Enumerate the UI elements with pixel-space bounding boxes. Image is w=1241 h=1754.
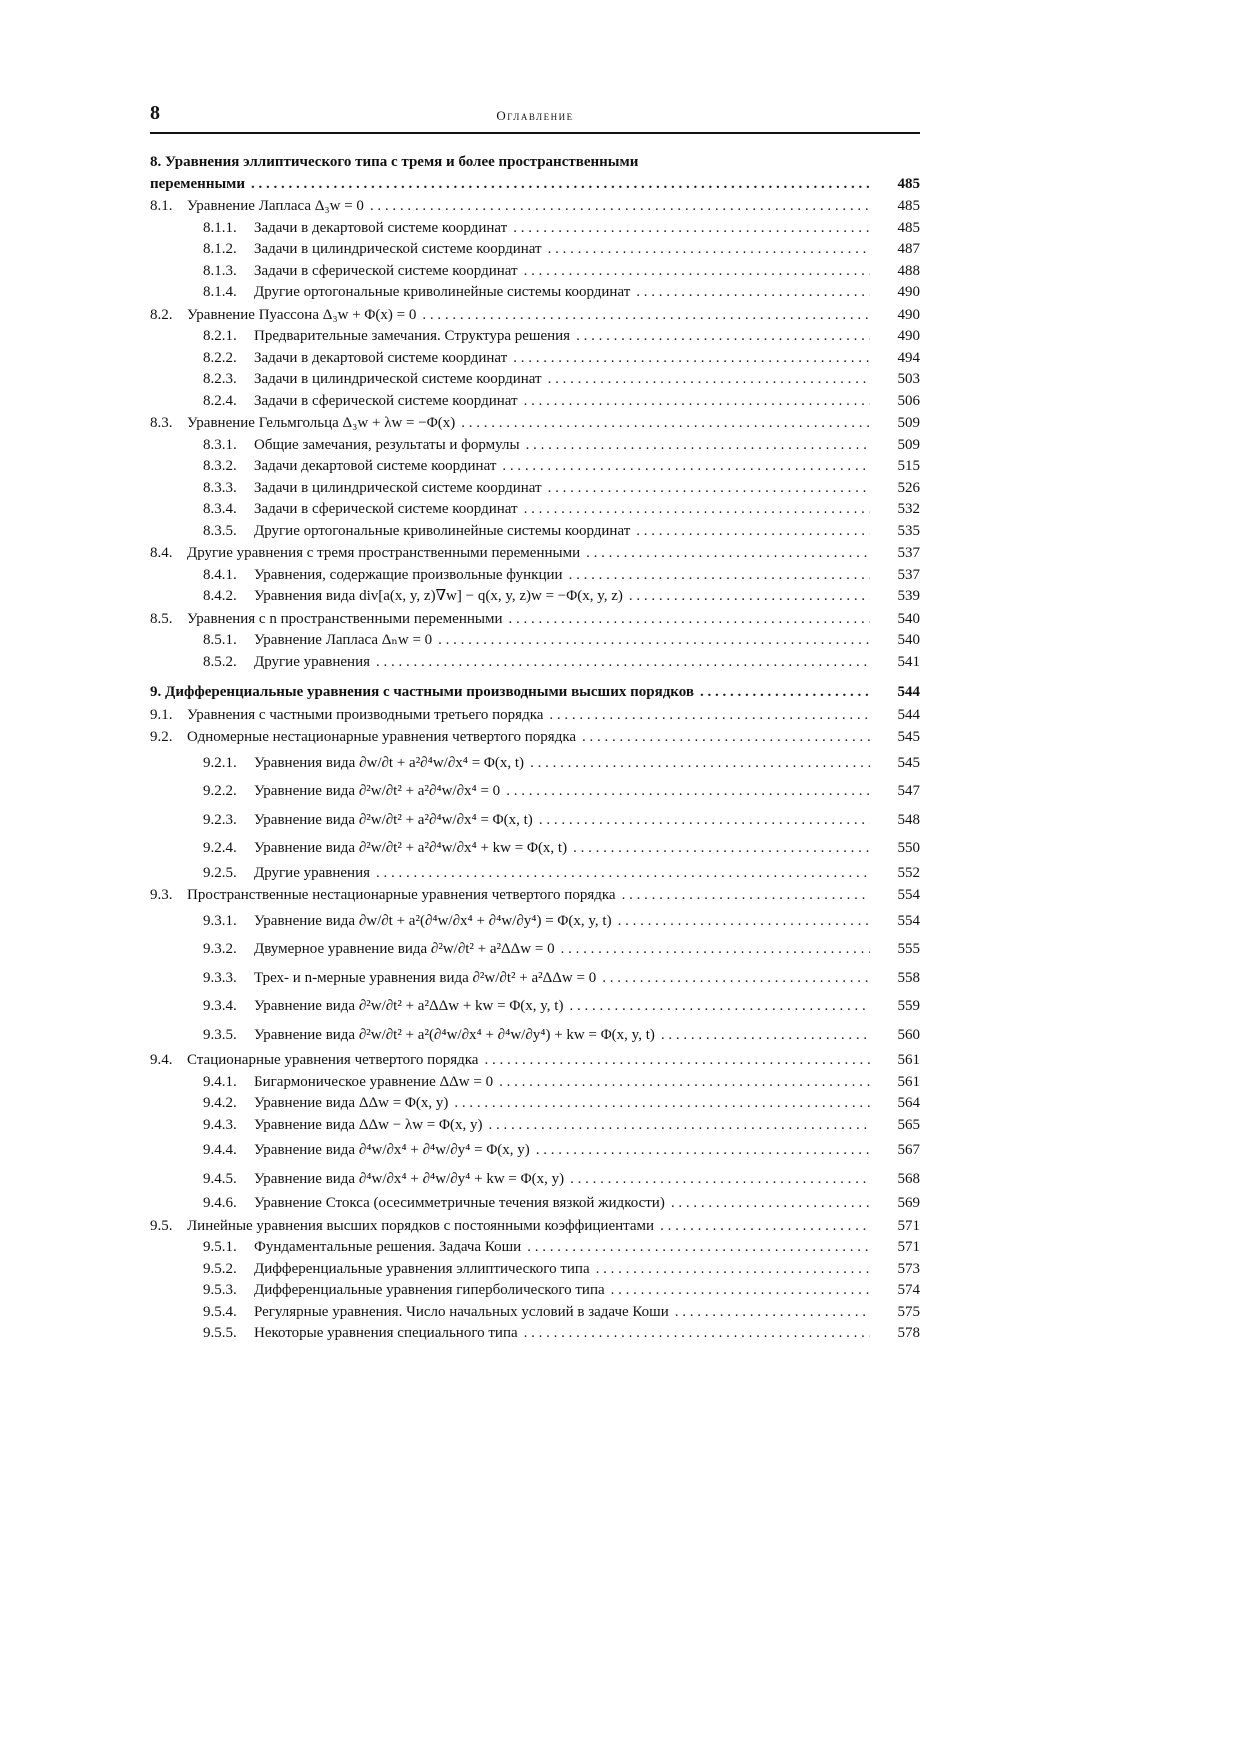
entry-number: 9.5. xyxy=(150,1217,173,1234)
entry-number: 9.1. xyxy=(150,706,173,723)
entry-page: 571 xyxy=(897,1217,920,1234)
dot-leader xyxy=(636,521,870,543)
dot-leader xyxy=(536,1136,870,1165)
entry-title: Задачи в цилиндрической системе координат xyxy=(254,371,542,387)
entry-number: 9.2.3. xyxy=(203,811,237,828)
entry-title: Пространственные нестационарные уравнения четвертого порядка xyxy=(187,887,616,903)
dot-leader xyxy=(524,1323,870,1345)
toc-subsection-entry[interactable] xyxy=(150,652,920,674)
entry-page: 578 xyxy=(897,1325,920,1341)
entry-page: 506 xyxy=(897,392,920,409)
chapter-8-title-line1: 8. Уравнения эллиптического типа с тремя и более пространственными xyxy=(150,154,639,170)
dot-leader xyxy=(539,806,870,835)
entry-page: 550 xyxy=(897,840,920,856)
toc-section-entry[interactable] xyxy=(150,609,920,631)
entry-number: 9.3. xyxy=(150,887,173,903)
dot-leader xyxy=(513,348,870,370)
entry-page: 559 xyxy=(897,998,920,1014)
entry-number: 9.4.1. xyxy=(203,1073,237,1090)
toc-section-entry[interactable] xyxy=(150,413,920,435)
entry-page: 490 xyxy=(897,306,920,323)
entry-number: 9.3.1. xyxy=(203,912,237,929)
dot-leader xyxy=(611,1280,870,1302)
chapter-9-entry[interactable] xyxy=(150,682,920,704)
entry-number: 8.1.2. xyxy=(203,241,237,257)
dot-leader xyxy=(548,239,870,261)
dot-leader xyxy=(602,964,870,993)
entry-number: 8.1.1. xyxy=(203,219,237,236)
dot-leader xyxy=(461,413,870,435)
entry-number: 9.4. xyxy=(150,1052,173,1068)
dot-leader xyxy=(524,261,870,283)
toc-subsection-entry[interactable] xyxy=(150,1193,920,1215)
dot-leader xyxy=(660,1216,870,1238)
dot-leader xyxy=(629,586,870,608)
entry-page: 548 xyxy=(897,811,920,828)
toc-section-entry[interactable] xyxy=(150,1216,920,1238)
dot-leader xyxy=(570,1165,870,1194)
entry-title: Уравнение вида ∂²w/∂t² + a²ΔΔw + kw = Φ(x, y, t) xyxy=(254,998,564,1014)
entry-title: Задачи в сферической системе координат xyxy=(254,501,518,517)
chapter-9-title: 9. Дифференциальные уравнения с частными производными высших порядков xyxy=(150,684,694,700)
entry-page: 526 xyxy=(897,479,920,496)
entry-number: 8.4.2. xyxy=(203,588,237,604)
entry-page: 539 xyxy=(897,588,920,604)
dot-leader xyxy=(569,992,870,1021)
toc-subsection-entry[interactable] xyxy=(150,1323,920,1345)
dot-leader xyxy=(499,1072,870,1094)
toc-subsection-entry[interactable] xyxy=(150,630,920,652)
entry-page: 487 xyxy=(897,241,920,257)
entry-page: 515 xyxy=(897,458,920,474)
entry-page: 535 xyxy=(897,522,920,539)
entry-title: Уравнения, содержащие произвольные функции xyxy=(254,566,563,583)
entry-page: 490 xyxy=(897,284,920,300)
entry-title: Задачи в сферической системе координат xyxy=(254,262,518,279)
entry-title: Уравнение вида ∂⁴w/∂x⁴ + ∂⁴w/∂y⁴ = Φ(x, y) xyxy=(254,1142,530,1158)
entry-page: 554 xyxy=(897,887,920,903)
toc-subsection-entry[interactable] xyxy=(150,261,920,283)
entry-title: Другие уравнения с тремя пространственными переменными xyxy=(187,545,581,561)
entry-title: Стационарные уравнения четвертого порядка xyxy=(187,1052,479,1068)
entry-title: Задачи в сферической системе координат xyxy=(254,392,518,409)
dot-leader xyxy=(582,727,870,749)
toc-section-entry[interactable] xyxy=(150,305,920,327)
entry-title: Дифференциальные уравнения гиперболического типа xyxy=(254,1282,605,1298)
entry-number: 8.1.4. xyxy=(203,284,237,300)
entry-title: Трех- и n-мерные уравнения вида ∂²w/∂t² + a²ΔΔw = 0 xyxy=(254,969,597,986)
entry-number: 9.5.3. xyxy=(203,1282,237,1298)
toc-subsection-entry[interactable] xyxy=(150,478,920,500)
entry-title: Уравнение вида ∂²w/∂t² + a²∂⁴w/∂x⁴ + kw = Φ(x, t) xyxy=(254,840,568,856)
entry-page: 541 xyxy=(897,653,920,670)
entry-title: Другие уравнения xyxy=(254,864,371,881)
entry-title: Регулярные уравнения. Число начальных условий в задаче Коши xyxy=(254,1303,669,1320)
chapter-8-title-line2: переменными xyxy=(150,175,246,192)
dot-leader xyxy=(561,935,870,964)
entry-title: Задачи декартовой системе координат xyxy=(254,458,497,474)
entry-page: 560 xyxy=(897,1026,920,1043)
entry-number: 8.4.1. xyxy=(203,566,237,583)
entry-page: 552 xyxy=(897,864,920,881)
entry-number: 8.3.2. xyxy=(203,458,237,474)
toc-subsection-entry[interactable] xyxy=(150,806,920,835)
toc-subsection-entry[interactable] xyxy=(150,586,920,608)
entry-number: 9.3.3. xyxy=(203,969,237,986)
toc-subsection-entry[interactable] xyxy=(150,992,920,1021)
dot-leader xyxy=(700,682,870,704)
toc-section-entry[interactable] xyxy=(150,196,920,218)
dot-leader xyxy=(454,1093,870,1115)
entry-title: Некоторые уравнения специального типа xyxy=(254,1325,518,1341)
entry-page: 545 xyxy=(897,729,920,745)
entry-number: 9.4.2. xyxy=(203,1095,237,1111)
table-of-contents xyxy=(150,152,920,1345)
toc-subsection-entry[interactable] xyxy=(150,435,920,457)
entry-title: Уравнение вида ∂w/∂t + a²(∂⁴w/∂x⁴ + ∂⁴w/∂y⁴) = Φ(x, y, t) xyxy=(254,912,612,929)
entry-title: Уравнение вида ∂⁴w/∂x⁴ + ∂⁴w/∂y⁴ + kw = Φ(x, y) xyxy=(254,1170,565,1187)
entry-page: 537 xyxy=(897,566,920,583)
dot-leader xyxy=(618,907,870,936)
entry-page: 561 xyxy=(897,1073,920,1090)
entry-title: Дифференциальные уравнения эллиптического типа xyxy=(254,1260,590,1277)
toc-subsection-entry[interactable] xyxy=(150,777,920,806)
entry-number: 9.5.5. xyxy=(203,1325,237,1341)
entry-page: 575 xyxy=(897,1303,920,1320)
entry-number: 9.4.5. xyxy=(203,1170,237,1187)
dot-leader xyxy=(376,863,870,885)
dot-leader xyxy=(422,305,870,327)
entry-title: Задачи в цилиндрической системе координат xyxy=(254,241,542,257)
entry-page: 547 xyxy=(897,783,920,799)
entry-number: 8.4. xyxy=(150,545,173,561)
entry-number: 9.4.3. xyxy=(203,1116,237,1133)
entry-page: 537 xyxy=(897,545,920,561)
toc-subsection-entry[interactable] xyxy=(150,863,920,885)
entry-page: 571 xyxy=(897,1239,920,1255)
entry-title: Уравнение вида ΔΔw = Φ(x, y) xyxy=(254,1095,449,1111)
dot-leader xyxy=(524,499,870,521)
entry-title: Уравнение Лапласа Δ₃w = 0 xyxy=(187,198,364,214)
entry-number: 8.2.3. xyxy=(203,371,237,387)
entry-page: 573 xyxy=(897,1260,920,1277)
header-rule xyxy=(150,132,920,134)
entry-title: Двумерное уравнение вида ∂²w/∂t² + a²ΔΔw = 0 xyxy=(254,941,555,957)
entry-title: Уравнение Гельмгольца Δ₃w + λw = −Φ(x) xyxy=(187,415,456,431)
entry-page: 544 xyxy=(897,706,920,723)
entry-number: 8.1.3. xyxy=(203,262,237,279)
entry-title: Бигармоническое уравнение ΔΔw = 0 xyxy=(254,1073,494,1090)
dot-leader xyxy=(661,1021,870,1050)
chapter-9-entries xyxy=(150,705,920,1345)
toc-subsection-entry[interactable] xyxy=(150,282,920,304)
toc-subsection-entry[interactable] xyxy=(150,907,920,936)
entry-number: 8.3.1. xyxy=(203,436,237,453)
entry-page: 485 xyxy=(897,219,920,236)
dot-leader xyxy=(573,834,870,863)
dot-leader xyxy=(548,369,870,391)
entry-page: 561 xyxy=(897,1052,920,1068)
dot-leader xyxy=(596,1259,870,1281)
toc-subsection-entry[interactable] xyxy=(150,239,920,261)
toc-subsection-entry[interactable] xyxy=(150,1136,920,1165)
toc-subsection-entry[interactable] xyxy=(150,964,920,993)
toc-subsection-entry[interactable] xyxy=(150,1280,920,1302)
toc-subsection-entry[interactable] xyxy=(150,326,920,348)
dot-leader xyxy=(438,630,870,652)
toc-subsection-entry[interactable] xyxy=(150,1115,920,1137)
entry-page: 565 xyxy=(897,1116,920,1133)
dot-leader xyxy=(636,282,870,304)
entry-page: 488 xyxy=(897,262,920,279)
toc-subsection-entry[interactable] xyxy=(150,456,920,478)
entry-number: 9.2.1. xyxy=(203,754,237,771)
dot-leader xyxy=(526,435,870,457)
entry-number: 9.5.2. xyxy=(203,1260,237,1277)
entry-page: 485 xyxy=(897,198,920,214)
dot-leader xyxy=(376,652,870,674)
dot-leader xyxy=(484,1050,870,1072)
dot-leader xyxy=(569,565,870,587)
page-number: 8 xyxy=(150,102,160,124)
entry-number: 8.1. xyxy=(150,198,173,214)
running-title: Оглавление xyxy=(496,108,574,123)
entry-number: 9.5.4. xyxy=(203,1303,237,1320)
entry-number: 9.4.6. xyxy=(203,1195,237,1211)
entry-page: 558 xyxy=(897,969,920,986)
dot-leader xyxy=(513,218,870,240)
entry-number: 8.2.1. xyxy=(203,328,237,344)
entry-number: 9.3.5. xyxy=(203,1026,237,1043)
entry-page: 569 xyxy=(897,1195,920,1211)
entry-page: 532 xyxy=(897,501,920,517)
entry-number: 8.2.2. xyxy=(203,349,237,366)
toc-subsection-entry[interactable] xyxy=(150,935,920,964)
chapter-8-entries xyxy=(150,196,920,673)
entry-title: Линейные уравнения высших порядков с постоянными коэффициентами xyxy=(187,1217,655,1234)
entry-number: 8.3. xyxy=(150,415,173,431)
entry-number: 9.5.1. xyxy=(203,1239,237,1255)
toc-section-entry[interactable] xyxy=(150,727,920,749)
toc-subsection-entry[interactable] xyxy=(150,834,920,863)
entry-title: Уравнения вида div[a(x, y, z)∇w] − q(x, y, z)w = −Φ(x, y, z) xyxy=(254,588,623,604)
entry-page: 490 xyxy=(897,328,920,344)
entry-title: Одномерные нестационарные уравнения четвертого порядка xyxy=(187,729,577,745)
entry-page: 574 xyxy=(897,1282,920,1298)
entry-page: 555 xyxy=(897,941,920,957)
entry-page: 503 xyxy=(897,371,920,387)
entry-title: Уравнение вида ΔΔw − λw = Φ(x, y) xyxy=(254,1116,483,1133)
entry-title: Уравнение вида ∂²w/∂t² + a²∂⁴w/∂x⁴ = 0 xyxy=(254,783,501,799)
entry-page: 554 xyxy=(897,912,920,929)
entry-title: Уравнение Стокса (осесимметричные течения вязкой жидкости) xyxy=(254,1195,665,1211)
entry-page: 567 xyxy=(897,1142,920,1158)
dot-leader xyxy=(675,1302,870,1324)
entry-title: Задачи в декартовой системе координат xyxy=(254,349,508,366)
entry-number: 8.3.5. xyxy=(203,522,237,539)
entry-number: 9.3.4. xyxy=(203,998,237,1014)
toc-subsection-entry[interactable] xyxy=(150,348,920,370)
dot-leader xyxy=(370,196,870,218)
toc-section-entry[interactable] xyxy=(150,1050,920,1072)
dot-leader xyxy=(488,1115,870,1137)
entry-page: 494 xyxy=(897,349,920,366)
entry-number: 8.3.4. xyxy=(203,501,237,517)
entry-title: Другие уравнения xyxy=(254,653,371,670)
entry-title: Задачи в декартовой системе координат xyxy=(254,219,508,236)
entry-number: 9.3.2. xyxy=(203,941,237,957)
entry-number: 8.3.3. xyxy=(203,479,237,496)
toc-subsection-entry[interactable] xyxy=(150,1072,920,1094)
entry-title: Уравнение вида ∂²w/∂t² + a²(∂⁴w/∂x⁴ + ∂⁴w/∂y⁴) + kw = Φ(x, y, t) xyxy=(254,1026,655,1043)
entry-page: 564 xyxy=(897,1095,920,1111)
dot-leader xyxy=(622,885,870,907)
toc-subsection-entry[interactable] xyxy=(150,369,920,391)
dot-leader xyxy=(530,749,870,778)
toc-subsection-entry[interactable] xyxy=(150,499,920,521)
entry-number: 8.5.1. xyxy=(203,632,237,648)
entry-title: Другие ортогональные криволинейные системы координат xyxy=(254,284,631,300)
toc-section-entry[interactable] xyxy=(150,885,920,907)
entry-title: Уравнение Пуассона Δ₃w + Φ(x) = 0 xyxy=(187,306,417,323)
toc-subsection-entry[interactable] xyxy=(150,749,920,778)
entry-title: Уравнение Лапласа Δₙw = 0 xyxy=(254,632,433,648)
chapter-9-page: 544 xyxy=(897,684,920,700)
entry-page: 509 xyxy=(897,436,920,453)
toc-subsection-entry[interactable] xyxy=(150,1237,920,1259)
entry-number: 8.2. xyxy=(150,306,173,323)
entry-page: 545 xyxy=(897,754,920,771)
chapter-8-entry[interactable] xyxy=(150,174,920,196)
toc-subsection-entry[interactable] xyxy=(150,565,920,587)
toc-section-entry[interactable] xyxy=(150,543,920,565)
entry-number: 9.2.5. xyxy=(203,864,237,881)
dot-leader xyxy=(527,1237,870,1259)
entry-title: Уравнения вида ∂w/∂t + a²∂⁴w/∂x⁴ = Φ(x, t) xyxy=(254,754,525,771)
dot-leader xyxy=(502,456,870,478)
page-header xyxy=(150,100,920,132)
entry-title: Другие ортогональные криволинейные системы координат xyxy=(254,522,631,539)
entry-title: Уравнения с частными производными третьего порядка xyxy=(187,706,544,723)
entry-page: 540 xyxy=(897,610,920,627)
toc-subsection-entry[interactable] xyxy=(150,521,920,543)
entry-page: 568 xyxy=(897,1170,920,1187)
entry-title: Задачи в цилиндрической системе координат xyxy=(254,479,542,496)
toc-subsection-entry[interactable] xyxy=(150,1302,920,1324)
dot-leader xyxy=(548,478,870,500)
toc-subsection-entry[interactable] xyxy=(150,1259,920,1281)
entry-number: 9.2. xyxy=(150,729,173,745)
entry-number: 9.4.4. xyxy=(203,1142,237,1158)
toc-subsection-entry[interactable] xyxy=(150,218,920,240)
entry-title: Фундаментальные решения. Задача Коши xyxy=(254,1239,522,1255)
entry-page: 509 xyxy=(897,415,920,431)
dot-leader xyxy=(586,543,870,565)
chapter-8-page: 485 xyxy=(897,175,920,192)
dot-leader xyxy=(576,326,870,348)
dot-leader xyxy=(506,777,870,806)
entry-title: Уравнение вида ∂²w/∂t² + a²∂⁴w/∂x⁴ = Φ(x, t) xyxy=(254,811,533,828)
entry-page: 540 xyxy=(897,632,920,648)
dot-leader xyxy=(251,174,870,196)
entry-title: Уравнения с n пространственными переменными xyxy=(187,610,503,627)
entry-title: Предварительные замечания. Структура решения xyxy=(254,328,571,344)
entry-number: 8.5.2. xyxy=(203,653,237,670)
toc-subsection-entry[interactable] xyxy=(150,391,920,413)
entry-number: 9.2.2. xyxy=(203,783,237,799)
toc-subsection-entry[interactable] xyxy=(150,1021,920,1050)
dot-leader xyxy=(524,391,870,413)
entry-number: 9.2.4. xyxy=(203,840,237,856)
entry-title: Общие замечания, результаты и формулы xyxy=(254,436,520,453)
toc-section-entry[interactable] xyxy=(150,705,920,727)
dot-leader xyxy=(671,1193,870,1215)
dot-leader xyxy=(508,609,870,631)
entry-number: 8.5. xyxy=(150,610,173,627)
toc-subsection-entry[interactable] xyxy=(150,1165,920,1194)
toc-subsection-entry[interactable] xyxy=(150,1093,920,1115)
entry-number: 8.2.4. xyxy=(203,392,237,409)
dot-leader xyxy=(549,705,870,727)
